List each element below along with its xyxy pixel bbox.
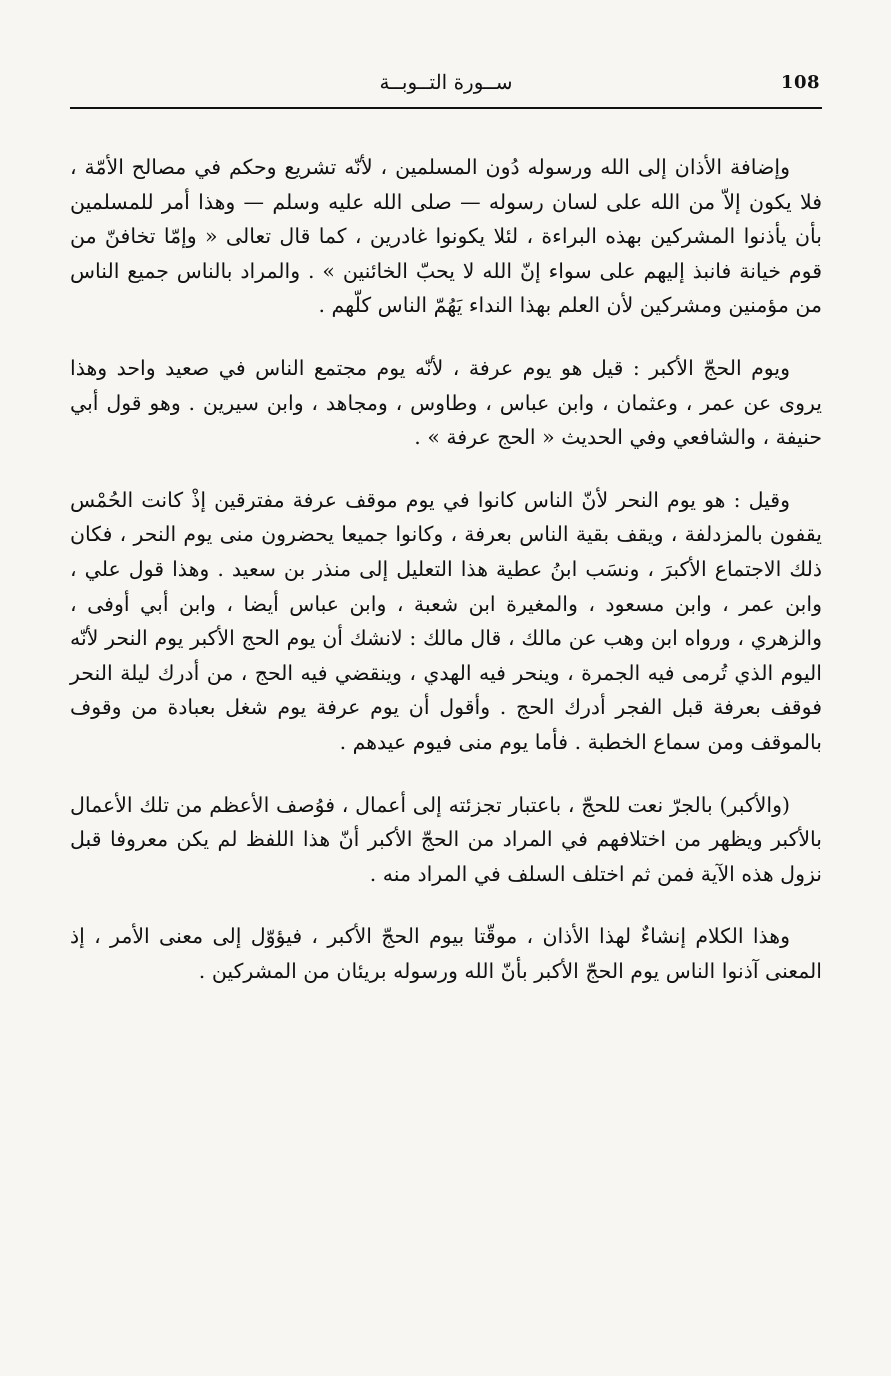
running-title: ســورة التــوبــة xyxy=(379,70,513,94)
paragraph: ويوم الحجّ الأكبر : قيل هو يوم عرفة ، لأنّه يوم مجتمع الناس في صعيد واحد وهذا يروى عن عمر ، وعثمان ، وابن عباس ، وطاوس ، ومجاهد ، وابن سيرين . وهو قول أبي حنيفة ، والشافعي وفي الحديث « الحج عرفة » . xyxy=(70,355,822,450)
page-number: 108 xyxy=(780,72,820,93)
paragraph: وهذا الكلام إنشاءٌ لهذا الأذان ، موقّتا بيوم الحجّ الأكبر ، فيؤوّل إلى معنى الأمر ، إذ المعنى آذنوا الناس يوم الحجّ الأكبر بأنّ الله ورسوله بريئان من المشركين . xyxy=(70,924,822,983)
paragraph: (والأكبر) بالجرّ نعت للحجّ ، باعتبار تجزئته إلى أعمال ، فوُصف الأعظم من تلك الأعمال بالأكبر ويظهر من اختلافهم في المراد من الحجّ الأكبر أنّ هذا اللفظ لم يكن معروفا قبل نزول هذه الآية فمن ثم اختلف السلف في المراد منه . xyxy=(70,792,822,886)
page-header xyxy=(70,70,822,110)
header-rule xyxy=(70,107,822,109)
paragraph: وقيل : هو يوم النحر لأنّ الناس كانوا في يوم موقف عرفة مفترقين إذْ كانت الحُمْس يقفون بالمزدلفة ، ويقف بقية الناس بعرفة ، وكانوا جميعا يحضرون منى يوم النحر ، فكان ذلك الاجتماع الأكبرَ ، ونسَب ابنُ عطية هذا التعليل إلى منذر بن سعيد . وهذا قول علي ، وابن عمر ، وابن مسعود ، والمغيرة ابن شعبة ، وابن عباس أيضا ، وابن أبي أوفى ، والزهري ، ورواه ابن وهب عن مالك ، قال مالك : لانشك أن يوم الحج الأكبر يوم النحر لأنّه اليوم الذي تُرمى فيه الجمرة ، وينحر فيه الهدي ، وينقضي فيه الحج ، من أدرك ليلة النحر فوقف بعرفة قبل الفجر أدرك الحج . وأقول أن يوم عرفة يوم شغل بعبادة من وقوف بالموقف ومن سماع الخطبة . فأما يوم منى فيوم عيدهم . xyxy=(70,487,822,754)
paragraph: وإضافة الأذان إلى الله ورسوله دُون المسلمين ، لأنّه تشريع وحكم في مصالح الأمّة ، فلا يكون إلاّ من الله على لسان رسوله — صلى الله عليه وسلم — وهذا أمر للمسلمين بأن يأذنوا المشركين بهذه البراءة ، لئلا يكونوا غادرين ، كما قال تعالى « وإمّا تخافنّ من قوم خيانة فانبذ إليهم على سواء إنّ الله لا يحبّ الخائنين » . والمراد بالناس جميع الناس من مؤمنين ومشركين لأن العلم بهذا النداء يَهُمّ الناس كلّهم . xyxy=(70,155,822,318)
page-body xyxy=(70,150,822,988)
